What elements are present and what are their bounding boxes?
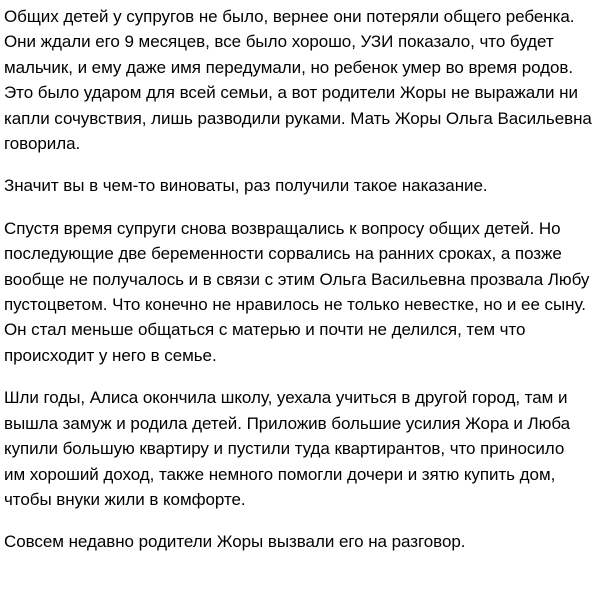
text-line: пустоцветом. Что конечно не нравилось не только невестке, но и ее сыну. [4,295,586,315]
text-line: Он стал меньше общаться с матерью и почти не делился, тем что [4,320,526,340]
paragraph-3 [4,216,602,368]
text-line: купили большую квартиру и пустили туда квартирантов, что приносило [4,439,565,459]
text-line: капли сочувствия, лишь разводили руками. Мать Жоры Ольга Васильевна [4,108,592,128]
text-line: говорила. [4,134,81,154]
paragraph-2 [4,173,602,198]
text-line: им хороший доход, также немного помогли дочери и зятю купить дом, [4,464,556,484]
text-line: Спустя время супруги снова возвращались к вопросу общих детей. Но [4,218,561,238]
text-line: последующие две беременности сорвались на ранних сроках, а позже [4,244,562,264]
text-line: вышла замуж и родила детей. Приложив большие усилия Жора и Люба [4,413,571,433]
text-line: чтобы внуки жили в комфорте. [4,489,246,509]
text-line: мальчик, и ему даже имя передумали, но ребенок умер во время родов. [4,57,574,77]
paragraph-5 [4,529,602,554]
text-line: происходит у него в семье. [4,345,217,365]
paragraph-4 [4,385,602,512]
paragraph-1 [4,4,602,156]
text-line: Общих детей у супругов не было, вернее они потеряли общего ребенка. [4,7,575,26]
text-line: Значит вы в чем-то виноваты, раз получили такое наказание. [4,176,488,196]
text-line: Шли годы, Алиса окончила школу, уехала учиться в другой город, там и [4,388,568,408]
text-line: Совсем недавно родители Жоры вызвали его на разговор. [4,532,466,552]
text-line: Это было ударом для всей семьи, а вот родители Жоры не выражали ни [4,83,578,103]
text-line: Они ждали его 9 месяцев, все было хорошо, УЗИ показало, что будет [4,32,554,52]
text-line: вообще не получалось и в связи с этим Ольга Васильевна прозвала Любу [4,269,590,289]
